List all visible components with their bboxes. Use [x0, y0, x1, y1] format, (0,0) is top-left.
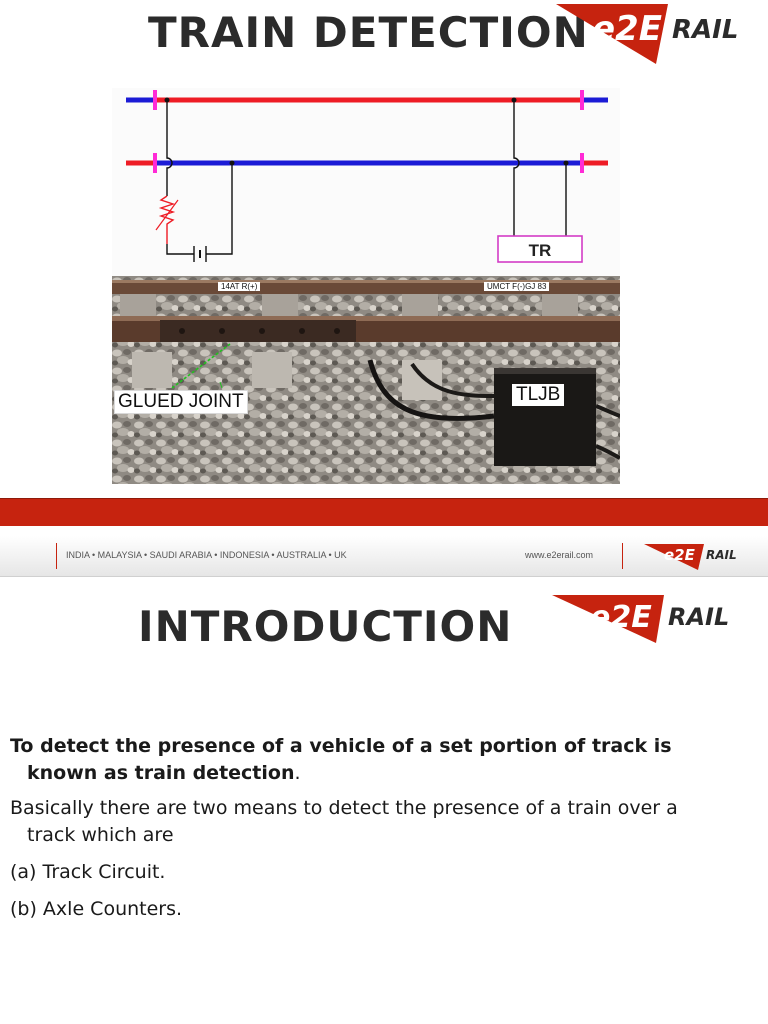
footer-logo — [644, 542, 754, 574]
definition-period: . — [294, 762, 301, 784]
e2e-rail-logo — [556, 0, 768, 64]
relay-wire-top — [514, 100, 519, 236]
logo-word-text: RAIL — [672, 15, 739, 45]
definition-line-2-wrap — [10, 760, 762, 787]
svg-text:e2E: e2E — [664, 546, 695, 564]
slide-separator — [0, 526, 768, 536]
means-line-1: Basically there are two means to detect the presence of a train over a — [10, 797, 678, 819]
definition-line-2: known as train detection — [27, 762, 295, 784]
feed-wire-top — [167, 100, 172, 196]
definition-line-1: To detect the presence of a vehicle of a set portion of track is — [10, 735, 672, 757]
slide-footer — [0, 536, 768, 577]
logo-mark-text: e2E — [590, 600, 652, 635]
track-circuit-diagram — [112, 88, 620, 276]
list-item-axle-counters: (b) Axle Counters. — [10, 898, 183, 920]
definition-paragraph — [10, 733, 762, 787]
footer-divider-left — [56, 543, 57, 569]
svg-text:RAIL: RAIL — [706, 548, 737, 562]
slide-title: TRAIN DETECTION — [148, 8, 589, 57]
track-relay-label: TR — [528, 241, 552, 260]
means-line-2: track which are — [27, 824, 174, 846]
fishplate — [160, 320, 356, 342]
slide-title: INTRODUCTION — [138, 602, 513, 651]
slide-train-detection — [0, 0, 768, 498]
means-paragraph — [10, 795, 762, 849]
footer-website: www.e2erail.com — [525, 550, 594, 560]
feed-wire-bottom — [206, 163, 232, 254]
logo-word-text: RAIL — [668, 603, 730, 631]
footer-divider-right — [622, 543, 623, 569]
slide-introduction — [0, 577, 768, 1024]
glued-joint-photo — [112, 276, 620, 484]
logo-mark-text: e2E — [592, 9, 662, 49]
tag-label-right: UMCT F(-)GJ 83 — [484, 282, 549, 291]
footer-countries: INDIA • MALAYSIA • SAUDI ARABIA • INDONESIA • AUSTRALIA • UK — [66, 550, 347, 560]
list-item-track-circuit: (a) Track Circuit. — [10, 861, 166, 883]
tljb-box — [494, 368, 596, 466]
tag-label-left: 14AT R(+) — [218, 282, 260, 291]
glued-joint-label: GLUED JOINT — [114, 390, 248, 414]
tljb-label: TLJB — [512, 384, 564, 406]
e2e-rail-logo — [552, 593, 764, 645]
red-footer-band — [0, 498, 768, 526]
